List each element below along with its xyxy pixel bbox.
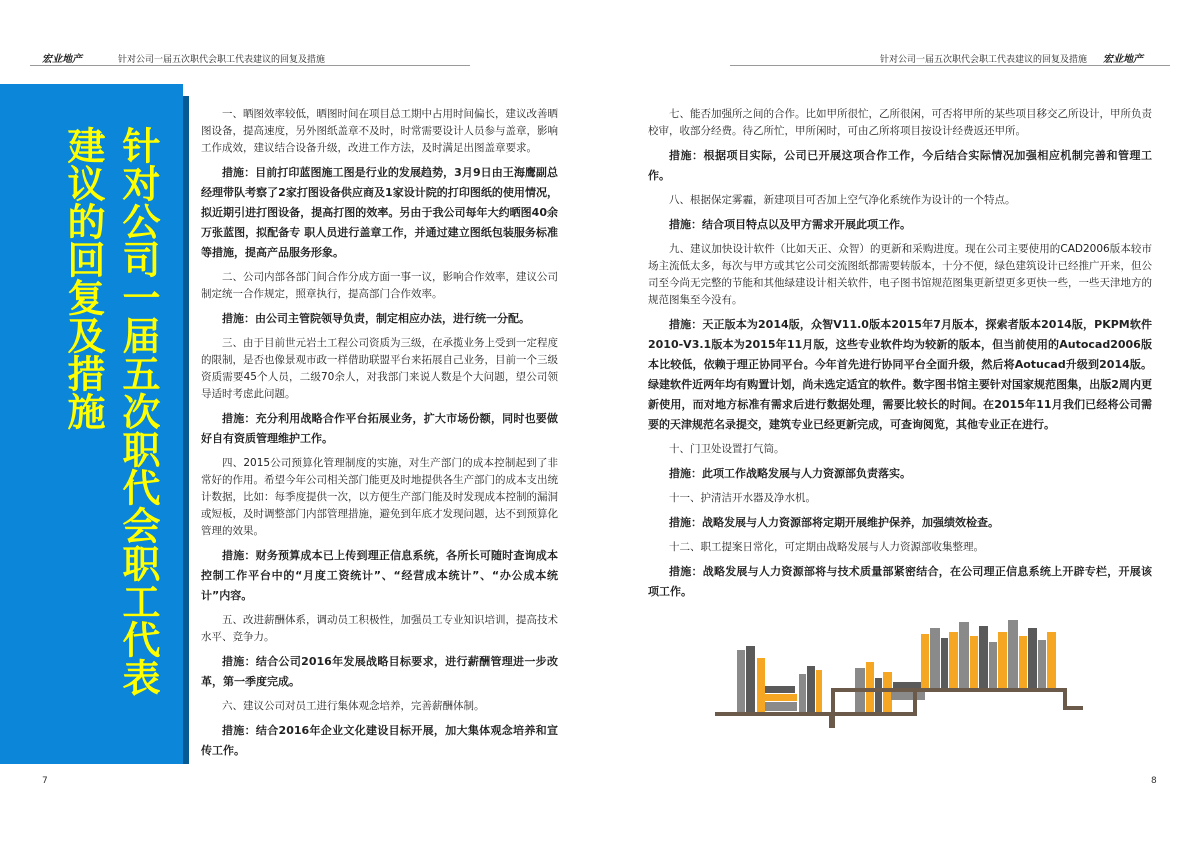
measure-paragraph: 措施：此项工作战略发展与人力资源部负责落实。 [669,467,911,480]
measure-paragraph: 措施：结合2016年企业文化建设目标开展，加大集体观念培养和宣传工作。 [201,724,558,757]
measure-paragraph: 措施：由公司主管院领导负责，制定相应办法，进行统一分配。 [222,312,530,325]
header-rule-right [730,65,1170,66]
page-number-left: 7 [42,776,48,786]
suggestion-paragraph: 七、能否加强所之间的合作。比如甲所很忙，乙所很闲，可否将甲所的某些项目移交乙所设计，甲所负责校审，收部分经费。待乙所忙，甲所闲时，可由乙所将项目按设计经费返还甲所。 [648,108,1152,137]
measure-paragraph: 措施：财务预算成本已上传到理正信息系统，各所长可随时查询成本控制工作平台中的“月度工资统计”、“经营成本统计”、“办公成本统计”内容。 [201,549,558,602]
suggestion-paragraph: 十二、职工提案日常化，可定期由战略发展与人力资源部收集整理。 [669,541,984,553]
suggestion-paragraph: 八、根据保定雾霾，新建项目可否加上空气净化系统作为设计的一个特点。 [669,194,1016,206]
banner-shadow [183,96,189,764]
banner-title-col2: 建议的回复及措施 [61,126,106,430]
suggestion-paragraph: 三、由于目前世元岩土工程公司资质为三级，在承揽业务上受到一定程度的限制，是否也像景观市政一样借助联盟平台来拓展自己业务，目前一个三级资质需要45个人员，二级70余人，对我部门来说人数是个大问题，望公司领导适时考虑此问题。 [201,337,558,400]
measure-paragraph: 措施：战略发展与人力资源部将与技术质量部紧密结合，在公司理正信息系统上开辟专栏，开展该项工作。 [648,565,1152,598]
suggestion-paragraph: 六、建议公司对员工进行集体观念培养，完善薪酬体制。 [222,700,485,712]
measure-paragraph: 措施：根据项目实际，公司已开展这项合作工作，今后结合实际情况加强相应机制完善和管理工作。 [648,149,1152,182]
banner-title-col1: 针对公司一届五次职代会职工代表 [116,126,161,696]
suggestion-paragraph: 二、公司内部各部门间合作分成方面一事一议，影响合作效率，建议公司制定统一合作规定，照章执行，提高部门合作效率。 [201,271,558,300]
left-text-column [201,106,558,767]
header-rule-left [30,65,470,66]
right-text-column [648,106,1152,608]
suggestion-paragraph: 十、门卫处设置打气筒。 [669,443,785,455]
header-logo-left: 宏业地产 [42,54,82,65]
header-title-left: 针对公司一届五次职代会职工代表建议的回复及措施 [118,55,326,65]
suggestion-paragraph: 四、2015公司预算化管理制度的实施，对生产部门的成本控制起到了非常好的作用。希望今年公司相关部门能更及时地提供各生产部门的成本支出统计数据，比如：每季度提供一次，以方便生产部门能及时发现成本控制的漏洞或短板，及时调整部门内部管理措施，避免到年底才发现问题，达不到预算化管理的效果。 [201,457,558,537]
measure-paragraph: 措施：目前打印蓝图施工图是行业的发展趋势，3月9日由王海鹰副总经理带队考察了2家打图设备供应商及1家设计院的打印图纸的使用情况，拟近期引进打图设备，提高打图的效率。另由于我公司每年大约晒图40余万张蓝图，拟配备专 职人员进行盖章工作，并通过建立图纸包装服务标准等措施，提高产品服务形象。 [201,166,558,259]
suggestion-paragraph: 五、改进薪酬体系，调动员工积极性，加强员工专业知识培训，提高技术水平、竞争力。 [201,614,558,643]
suggestion-paragraph: 十一、护清洁开水器及净水机。 [669,492,816,504]
header-title-right: 针对公司一届五次职代会职工代表建议的回复及措施 [880,55,1088,65]
measure-paragraph: 措施：战略发展与人力资源部将定期开展维护保养，加强绩效检查。 [669,516,999,529]
title-banner [0,84,183,764]
header-logo-right: 宏业地产 [1103,54,1143,65]
books-left-group [737,646,822,712]
measure-paragraph: 措施：充分利用战略合作平台拓展业务，扩大市场份额，同时也要做好自有资质管理维护工作。 [201,412,558,445]
bookshelf-illustration [715,618,1085,733]
measure-paragraph: 措施：结合项目特点以及甲方需求开展此项工作。 [669,218,911,231]
measure-paragraph: 措施：结合公司2016年发展战略目标要求，进行薪酬管理进一步改革，第一季度完成。 [201,655,558,688]
books-right-group [921,620,1056,688]
suggestion-paragraph: 九、建议加快设计软件（比如天正、众智）的更新和采购进度。现在公司主要使用的CAD2006版本较市场主流低太多，每次与甲方或其它公司交流图纸都需要转版本，十分不便，绿色建筑设计已经推广开来，但公司至今尚无完整的节能和其他绿建设计相关软件，电子图书馆规范图集更新望更多更快一些，一些天津地方的规范图集至今没有。 [648,243,1152,306]
page-number-right: 8 [1151,776,1157,786]
suggestion-paragraph: 一、晒图效率较低，晒图时间在项目总工期中占用时间偏长，建议改善晒图设备，提高速度，另外图纸盖章不及时，时常需要设计人员参与盖章，影响工作成效，建议结合设备升级，改进工作方法，及时满足出图盖章要求。 [201,108,558,154]
measure-paragraph: 措施：天正版本为2014版，众智V11.0版本2015年7月版本，探索者版本2014版，PKPM软件2010-V3.1版本为2015年11月版，这些专业软件均为较新的版本，但当前使用的Autocad2006版本比较低，依赖于理正协同平台。今年首先进行协同平台全面升级，然后将Aotucad升级到2014版。绿建软件近两年均有购置计划，尚未选定适宜的软件。数字图书馆主要针对国家规范图集，出版2周内更新使用，而对地方标准有需求后进行数据处理，需要比较长的时间。在2015年11月我们已经将公司需要的天津规范名录提交，建筑专业已经更新完成，可查询阅览，其他专业正在进行。 [648,318,1152,431]
